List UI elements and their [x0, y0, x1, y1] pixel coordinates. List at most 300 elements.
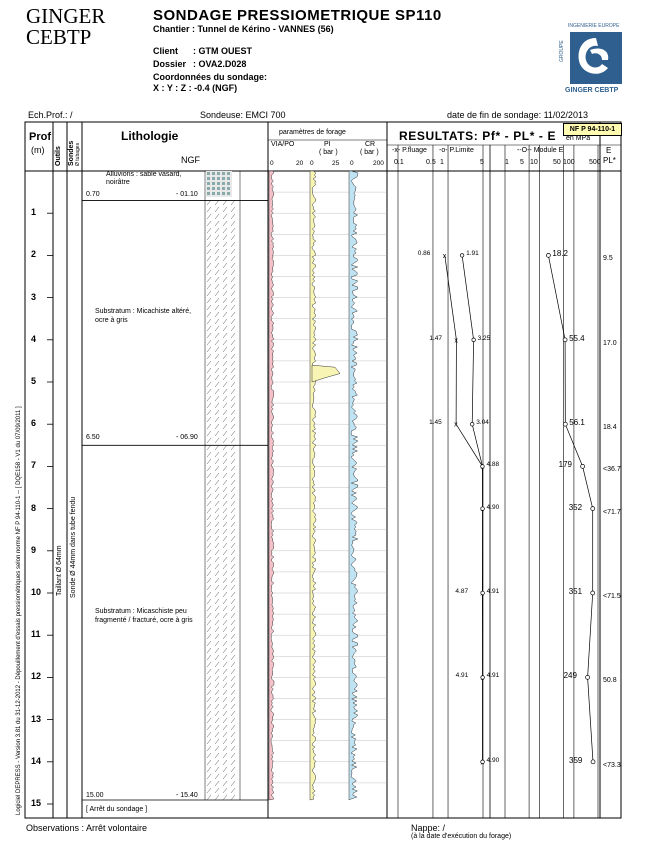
schist-hatch — [223, 571, 227, 576]
schist-hatch — [223, 298, 227, 303]
schist-hatch — [207, 781, 211, 786]
schist-hatch — [223, 473, 227, 478]
schist-hatch — [215, 333, 219, 338]
schist-hatch — [231, 473, 235, 478]
schist-hatch — [223, 263, 227, 268]
schist-hatch — [207, 235, 211, 240]
schist-hatch — [223, 620, 227, 625]
schist-hatch — [215, 620, 219, 625]
via-header: VIA/PO — [271, 141, 295, 148]
schist-hatch — [215, 690, 219, 695]
schist-hatch — [223, 557, 227, 562]
schist-hatch — [215, 403, 219, 408]
schist-hatch — [207, 354, 211, 359]
coord-label: Coordonnées du sondage: — [153, 72, 268, 82]
schist-hatch — [231, 326, 235, 331]
schist-hatch — [223, 228, 227, 233]
pi-curve — [310, 171, 316, 800]
module-value: 56.1 — [569, 418, 585, 428]
module-point — [586, 675, 590, 679]
schist-hatch — [223, 368, 227, 373]
schist-hatch — [215, 368, 219, 373]
schist-hatch — [207, 228, 211, 233]
schist-hatch — [207, 424, 211, 429]
schist-hatch — [215, 697, 219, 702]
schist-hatch — [223, 494, 227, 499]
schist-hatch — [231, 627, 235, 632]
schist-hatch — [207, 753, 211, 758]
module-point — [563, 338, 567, 342]
schist-hatch — [223, 760, 227, 765]
ech-prof: Ech.Prof.: / — [28, 110, 73, 120]
alluvion-dot — [212, 172, 215, 175]
schist-hatch — [231, 221, 235, 226]
litho-depth-2: 6.50 — [86, 434, 100, 441]
schist-hatch — [223, 711, 227, 716]
mpa-label: en MPa — [566, 135, 591, 142]
depth-label-6: 6 — [31, 418, 37, 429]
schist-hatch — [231, 683, 235, 688]
schist-hatch — [231, 606, 235, 611]
depth-label-4: 4 — [31, 333, 37, 344]
schist-hatch — [215, 361, 219, 366]
depth-label-5: 5 — [31, 376, 37, 386]
module-point — [581, 464, 585, 468]
schist-hatch — [231, 774, 235, 779]
schist-hatch — [231, 333, 235, 338]
schist-hatch — [223, 564, 227, 569]
schist-hatch — [215, 326, 219, 331]
schist-hatch — [223, 697, 227, 702]
cr-scale-max: 200 — [373, 160, 384, 167]
litho-desc-1: Alluvions : sable vasard, noirâtre — [106, 171, 182, 186]
schist-hatch — [231, 375, 235, 380]
schist-hatch — [207, 389, 211, 394]
schist-hatch — [215, 410, 219, 415]
schist-hatch — [215, 774, 219, 779]
schist-hatch — [215, 298, 219, 303]
schist-hatch — [207, 592, 211, 597]
schist-hatch — [207, 669, 211, 674]
depth-label-15: 15 — [31, 798, 42, 808]
schist-hatch — [231, 410, 235, 415]
schist-hatch — [223, 753, 227, 758]
schist-hatch — [223, 277, 227, 282]
coord-value: X : Y : Z : -0.4 (NGF) — [153, 83, 238, 93]
schist-hatch — [215, 221, 219, 226]
schist-hatch — [231, 459, 235, 464]
schist-hatch — [207, 655, 211, 660]
schist-hatch — [223, 655, 227, 660]
schist-hatch — [215, 725, 219, 730]
schist-hatch — [207, 564, 211, 569]
pfluage-legend: -x- P.fluage — [392, 147, 427, 154]
schist-hatch — [207, 788, 211, 793]
nappe-sub: (à la date d'exécution du forage) — [411, 833, 512, 840]
schist-hatch — [215, 263, 219, 268]
alluvion-dot — [227, 177, 230, 180]
schist-hatch — [207, 431, 211, 436]
schist-hatch — [223, 774, 227, 779]
module-point — [546, 253, 550, 257]
schist-hatch — [223, 704, 227, 709]
schist-hatch — [207, 487, 211, 492]
nappe: Nappe: / — [411, 823, 446, 833]
cr-header: CR — [365, 141, 376, 148]
plimite-value: 3.25 — [477, 334, 491, 342]
schist-hatch — [207, 214, 211, 219]
plimite-point — [481, 760, 485, 764]
via-scale-min: 0 — [270, 160, 274, 167]
plimite-value: 4.90 — [486, 503, 500, 511]
pfluage-point: x — [454, 337, 458, 345]
schist-hatch — [207, 263, 211, 268]
module-value: 55.4 — [569, 333, 585, 343]
schist-hatch — [231, 746, 235, 751]
pfluage-value: 1.47 — [429, 334, 443, 342]
litho-depth-1: 0.70 — [86, 191, 100, 198]
e-scale-1: 1 — [505, 159, 509, 166]
prof-header: Prof — [29, 131, 51, 143]
end-label: [ Arrêt du sondage ] — [86, 806, 148, 813]
schist-hatch — [207, 529, 211, 534]
logo-bottom-text: GINGER CEBTP — [565, 87, 619, 94]
module-value: 351 — [568, 587, 583, 596]
pl-star-value: <71.7 — [603, 508, 621, 516]
dossier-label: Dossier — [153, 59, 187, 69]
schist-hatch — [223, 592, 227, 597]
alluvion-dot — [217, 177, 220, 180]
schist-hatch — [215, 711, 219, 716]
schist-hatch — [223, 361, 227, 366]
schist-hatch — [223, 375, 227, 380]
pfluage-value: 4.91 — [455, 672, 469, 680]
plimite-value: 3.04 — [476, 419, 489, 427]
schist-hatch — [223, 410, 227, 415]
schist-hatch — [207, 676, 211, 681]
alluvion-dot — [222, 172, 225, 175]
schist-hatch — [231, 725, 235, 730]
schist-hatch — [215, 249, 219, 254]
schist-hatch — [215, 256, 219, 261]
schist-hatch — [215, 515, 219, 520]
schist-hatch — [223, 613, 227, 618]
prof-unit: (m) — [31, 145, 45, 155]
schist-hatch — [231, 424, 235, 429]
schist-hatch — [223, 543, 227, 548]
schist-hatch — [231, 529, 235, 534]
schist-hatch — [223, 585, 227, 590]
schist-hatch — [207, 746, 211, 751]
pfluage-point: x — [454, 421, 458, 429]
date-fin: date de fin de sondage: 11/02/2013 — [447, 110, 588, 120]
schist-hatch — [207, 760, 211, 765]
plimite-value: 4.90 — [486, 756, 500, 764]
param-header: paramètres de forage — [279, 129, 346, 136]
schist-hatch — [215, 753, 219, 758]
plimite-legend: -o- P.Limite — [439, 147, 474, 154]
alluvion-dot — [212, 192, 215, 195]
schist-hatch — [215, 445, 219, 450]
schist-hatch — [223, 508, 227, 513]
schist-hatch — [231, 704, 235, 709]
schist-hatch — [231, 634, 235, 639]
schist-hatch — [231, 242, 235, 247]
depth-label-11: 11 — [31, 629, 41, 640]
schist-hatch — [215, 347, 219, 352]
outil-text: Taillant Ø 64mm — [56, 545, 63, 596]
schist-hatch — [231, 270, 235, 275]
schist-hatch — [207, 361, 211, 366]
schist-hatch — [223, 459, 227, 464]
alluvion-dot — [207, 192, 210, 195]
schist-hatch — [223, 438, 227, 443]
schist-hatch — [223, 305, 227, 310]
schist-hatch — [207, 403, 211, 408]
pl-star-value: 17.0 — [603, 339, 617, 347]
schist-hatch — [207, 725, 211, 730]
schist-hatch — [223, 214, 227, 219]
schist-hatch — [231, 669, 235, 674]
schist-hatch — [207, 312, 211, 317]
schist-hatch — [215, 291, 219, 296]
schist-hatch — [215, 501, 219, 506]
schist-hatch — [231, 501, 235, 506]
schist-hatch — [207, 298, 211, 303]
alluvion-dot — [207, 172, 210, 175]
pfluage-value: 1.45 — [429, 419, 442, 427]
schist-hatch — [215, 648, 219, 653]
schist-hatch — [231, 228, 235, 233]
schist-hatch — [223, 452, 227, 457]
schist-hatch — [231, 277, 235, 282]
schist-hatch — [215, 592, 219, 597]
schist-hatch — [223, 746, 227, 751]
plimite-value: 4.91 — [486, 672, 500, 680]
schist-hatch — [215, 235, 219, 240]
schist-hatch — [231, 522, 235, 527]
litho-ngf-1: - 01.10 — [176, 191, 198, 198]
schist-hatch — [207, 767, 211, 772]
schist-hatch — [223, 487, 227, 492]
schist-hatch — [207, 515, 211, 520]
schist-hatch — [223, 788, 227, 793]
schist-hatch — [223, 326, 227, 331]
schist-hatch — [215, 270, 219, 275]
schist-hatch — [215, 634, 219, 639]
schist-hatch — [231, 788, 235, 793]
schist-hatch — [207, 795, 211, 800]
schist-hatch — [231, 732, 235, 737]
litho-desc-2: Substratum : Micachiste altéré, ocre à gris — [95, 308, 192, 324]
plimite-value: 4.88 — [486, 461, 500, 469]
schist-hatch — [231, 207, 235, 212]
schist-hatch — [215, 543, 219, 548]
depth-label-10: 10 — [31, 587, 42, 597]
alluvion-dot — [207, 177, 210, 180]
alluvion-dot — [222, 192, 225, 195]
depth-label-8: 8 — [31, 502, 37, 513]
schist-hatch — [215, 732, 219, 737]
logo-side-text: GROUPE — [559, 40, 565, 62]
sondeuse: Sondeuse: EMCI 700 — [200, 110, 286, 120]
p-scale-1: 1 — [440, 159, 444, 166]
schist-hatch — [223, 431, 227, 436]
module-point — [591, 760, 595, 764]
schist-hatch — [223, 634, 227, 639]
schist-hatch — [231, 354, 235, 359]
schist-hatch — [223, 501, 227, 506]
schist-hatch — [231, 662, 235, 667]
litho-depth-3: 15.00 — [86, 792, 104, 799]
schist-hatch — [231, 396, 235, 401]
alluvion-dot — [217, 172, 220, 175]
module-point — [563, 422, 567, 426]
p-scale-5: 5 — [480, 159, 484, 166]
schist-hatch — [215, 242, 219, 247]
schist-hatch — [215, 564, 219, 569]
client-label: Client — [153, 46, 179, 56]
resultats-header: RESULTATS: Pf* - PL* - E — [399, 129, 557, 143]
p-scale-01: 0.1 — [394, 159, 404, 166]
schist-hatch — [231, 312, 235, 317]
litho-ngf-3: - 15.40 — [176, 792, 198, 799]
schist-hatch — [223, 291, 227, 296]
schist-hatch — [207, 410, 211, 415]
schist-hatch — [223, 221, 227, 226]
plimite-point — [472, 338, 476, 342]
schist-hatch — [231, 417, 235, 422]
schist-hatch — [231, 466, 235, 471]
alluvion-dot — [227, 192, 230, 195]
schist-hatch — [215, 319, 219, 324]
schist-hatch — [207, 536, 211, 541]
schist-hatch — [231, 536, 235, 541]
schist-hatch — [215, 704, 219, 709]
alluvion-dot — [217, 187, 220, 190]
schist-hatch — [231, 249, 235, 254]
schist-hatch — [215, 578, 219, 583]
schist-hatch — [223, 536, 227, 541]
pfluage-point: x — [442, 252, 447, 260]
schist-hatch — [223, 207, 227, 212]
schist-hatch — [231, 655, 235, 660]
schist-hatch — [207, 382, 211, 387]
schist-hatch — [207, 704, 211, 709]
pl-header: PL* — [603, 156, 616, 165]
schist-hatch — [215, 228, 219, 233]
schist-hatch — [215, 487, 219, 492]
schist-hatch — [215, 760, 219, 765]
cr-curve — [349, 171, 358, 800]
schist-hatch — [215, 424, 219, 429]
schist-hatch — [223, 795, 227, 800]
schist-hatch — [223, 648, 227, 653]
schist-hatch — [231, 382, 235, 387]
software-side-text: Logiciel DEPRESS - Version 3.81 du 31-12-2012 - Dépouillement d'essais pressiométriques selon norme NF P 94-110-1 -- [ DQE158 - V1 du 07/09/2011 ] — [16, 406, 22, 815]
schist-hatch — [223, 270, 227, 275]
schist-hatch — [215, 340, 219, 345]
schist-hatch — [231, 305, 235, 310]
chantier-label: Chantier : Tunnel de Kérino - VANNES (56) — [153, 24, 334, 34]
schist-hatch — [231, 599, 235, 604]
schist-hatch — [215, 557, 219, 562]
depth-label-2: 2 — [31, 249, 37, 260]
schist-hatch — [215, 781, 219, 786]
schist-hatch — [207, 718, 211, 723]
schist-hatch — [215, 550, 219, 555]
sondes-subheader: Ø tubages — [75, 142, 81, 166]
plimite-point — [481, 591, 485, 595]
alluvion-dot — [212, 182, 215, 185]
schist-hatch — [207, 732, 211, 737]
plimite-point — [460, 254, 464, 258]
schist-hatch — [223, 599, 227, 604]
schist-hatch — [223, 284, 227, 289]
schist-hatch — [231, 767, 235, 772]
schist-hatch — [231, 214, 235, 219]
schist-hatch — [231, 571, 235, 576]
schist-hatch — [231, 431, 235, 436]
schist-hatch — [215, 746, 219, 751]
schist-hatch — [231, 557, 235, 562]
schist-hatch — [207, 438, 211, 443]
alluvion-dot — [227, 172, 230, 175]
schist-hatch — [207, 613, 211, 618]
schist-hatch — [231, 592, 235, 597]
schist-hatch — [207, 347, 211, 352]
schist-hatch — [207, 326, 211, 331]
schist-hatch — [207, 683, 211, 688]
pl-star-value: 50.8 — [603, 677, 617, 685]
schist-hatch — [231, 291, 235, 296]
schist-hatch — [215, 529, 219, 534]
schist-hatch — [231, 564, 235, 569]
schist-hatch — [207, 711, 211, 716]
schist-hatch — [223, 739, 227, 744]
e-scale-5: 5 — [520, 159, 524, 166]
schist-hatch — [223, 725, 227, 730]
schist-hatch — [207, 333, 211, 338]
schist-hatch — [207, 690, 211, 695]
alluvion-dot — [222, 177, 225, 180]
module-value: 18.2 — [552, 249, 568, 259]
e-scale-100: 100 — [563, 159, 575, 166]
schist-hatch — [207, 662, 211, 667]
logo-top-text: INGENIERIE EUROPE — [568, 23, 620, 29]
alluvion-dot — [217, 182, 220, 185]
module-value: 179 — [558, 460, 572, 470]
schist-hatch — [223, 578, 227, 583]
schist-hatch — [231, 361, 235, 366]
schist-hatch — [215, 214, 219, 219]
schist-hatch — [215, 641, 219, 646]
schist-hatch — [215, 767, 219, 772]
schist-hatch — [215, 536, 219, 541]
schist-hatch — [207, 277, 211, 282]
alluvion-dot — [207, 182, 210, 185]
schist-hatch — [231, 389, 235, 394]
schist-hatch — [207, 466, 211, 471]
schist-hatch — [223, 529, 227, 534]
schist-hatch — [231, 795, 235, 800]
schist-hatch — [215, 389, 219, 394]
schist-hatch — [207, 221, 211, 226]
schist-hatch — [215, 585, 219, 590]
schist-hatch — [223, 767, 227, 772]
schist-hatch — [231, 403, 235, 408]
schist-hatch — [215, 312, 219, 317]
